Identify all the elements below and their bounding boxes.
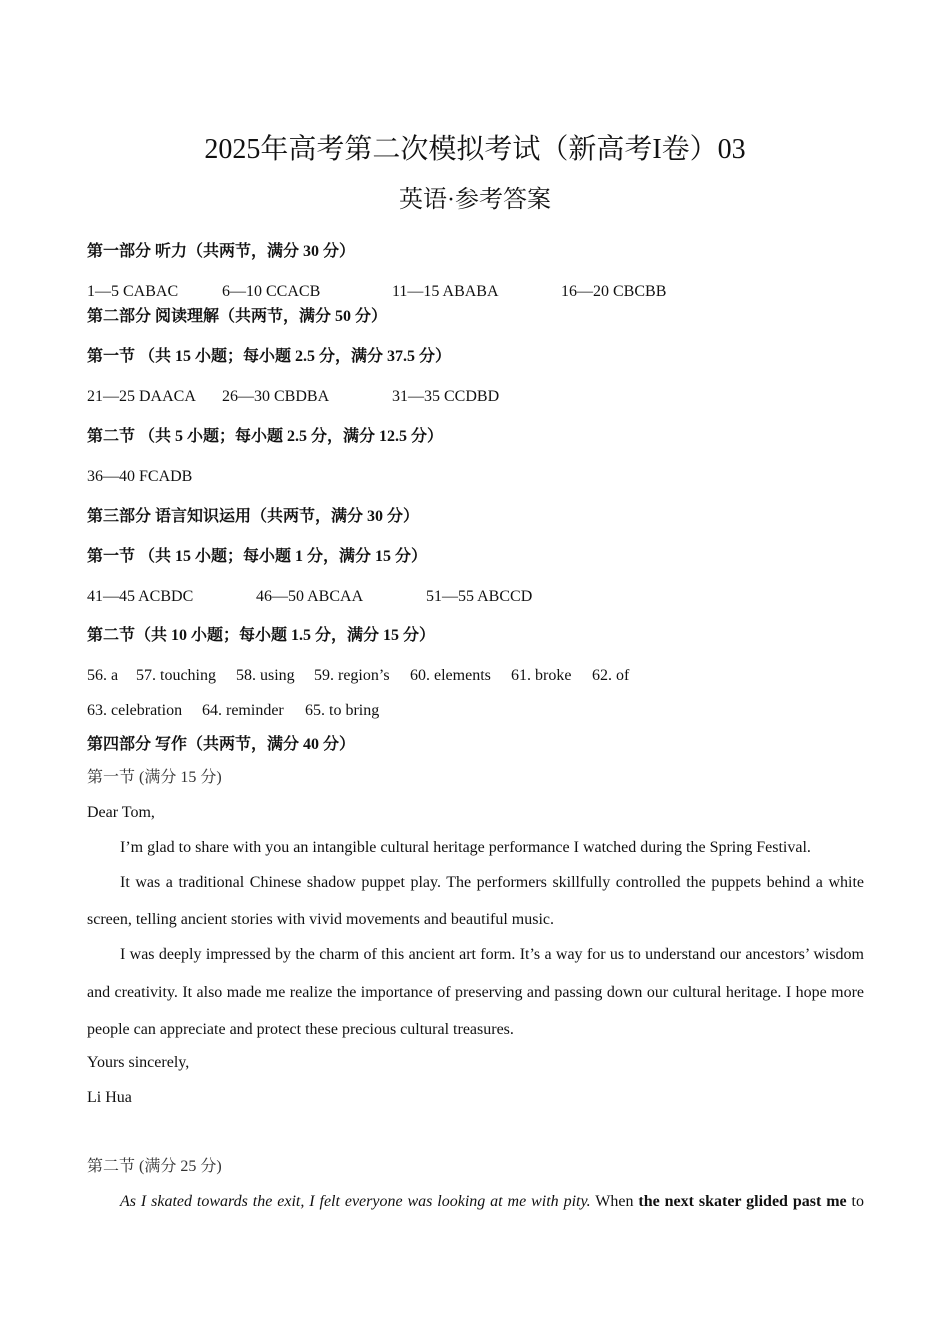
part2-section2-answers: 36—40 FCADB xyxy=(87,468,193,485)
given-phrase: the next skater glided past me xyxy=(638,1193,847,1210)
answer-group: 41—45 ACBDC xyxy=(87,588,194,605)
answer-item: 63. celebration xyxy=(87,702,183,719)
letter-greeting: Dear Tom, xyxy=(87,804,155,821)
part2-section2-heading: 第二节 （共 5 小题；每小题 2.5 分，满分 12.5 分） xyxy=(87,428,444,445)
part4-section1-heading: 第一节 (满分 15 分) xyxy=(87,769,222,786)
part2-section1-heading: 第一节 （共 15 小题；每小题 2.5 分，满分 37.5 分） xyxy=(87,348,452,365)
answer-item: 62. of xyxy=(592,667,630,684)
text: to xyxy=(846,1193,864,1210)
document-subtitle: 英语·参考答案 xyxy=(399,187,551,213)
document-title: 2025年高考第二次模拟考试（新高考I卷）03 xyxy=(204,134,746,165)
answer-item: 65. to bring xyxy=(305,702,380,719)
part3-section2-heading: 第二节（共 10 小题；每小题 1.5 分，满分 15 分） xyxy=(87,627,436,644)
answer-item: 56. a xyxy=(87,667,119,684)
given-opening-sentence: As I skated towards the exit, I felt everyone was looking at me with pity. xyxy=(120,1193,591,1210)
letter-closing: Yours sincerely, xyxy=(87,1054,190,1071)
letter-signature: Li Hua xyxy=(87,1089,132,1106)
answer-group: 31—35 CCDBD xyxy=(392,388,500,405)
part2-heading: 第二部分 阅读理解（共两节，满分 50 分） xyxy=(87,308,388,325)
answer-group: 16—20 CBCBB xyxy=(561,283,667,300)
answer-group: 46—50 ABCAA xyxy=(256,588,364,605)
answer-item: 60. elements xyxy=(410,667,491,684)
part4-section2-heading: 第二节 (满分 25 分) xyxy=(87,1158,222,1175)
answer-group: 11—15 ABABA xyxy=(392,283,499,300)
answer-group: 26—30 CBDBA xyxy=(222,388,330,405)
part1-heading: 第一部分 听力（共两节，满分 30 分） xyxy=(87,243,356,260)
part3-heading: 第三部分 语言知识运用（共两节，满分 30 分） xyxy=(87,508,420,525)
letter-paragraph: It was a traditional Chinese shadow puppet play. The performers skillfully controlled the puppets behind a white screen, telling ancient stories with vivid movements and beautiful music. xyxy=(87,874,864,928)
answer-group: 1—5 CABAC xyxy=(87,283,179,300)
answer-item: 64. reminder xyxy=(202,702,284,719)
answer-item: 57. touching xyxy=(136,667,216,684)
text: When xyxy=(590,1193,639,1210)
answer-item: 59. region’s xyxy=(314,667,390,684)
answer-group: 51—55 ABCCD xyxy=(426,588,533,605)
answer-group: 6—10 CCACB xyxy=(222,283,321,300)
answer-item: 61. broke xyxy=(511,667,572,684)
answer-group: 21—25 DAACA xyxy=(87,388,196,405)
letter-paragraph: I was deeply impressed by the charm of this ancient art form. It’s a way for us to understand our ancestors’ wisdom and creativity. It also made me realize the importance of preserving and passing down our cultural heritage. I hope more people can appreciate and protect these precious cultural treasures. xyxy=(87,946,864,1038)
part3-section1-heading: 第一节 （共 15 小题；每小题 1 分，满分 15 分） xyxy=(87,548,428,565)
part4-heading: 第四部分 写作（共两节，满分 40 分） xyxy=(87,736,356,753)
continuation-paragraph xyxy=(87,1183,864,1220)
answer-item: 58. using xyxy=(236,667,295,684)
letter-paragraph: I’m glad to share with you an intangible cultural heritage performance I watched during the Spring Festival. xyxy=(120,839,811,856)
